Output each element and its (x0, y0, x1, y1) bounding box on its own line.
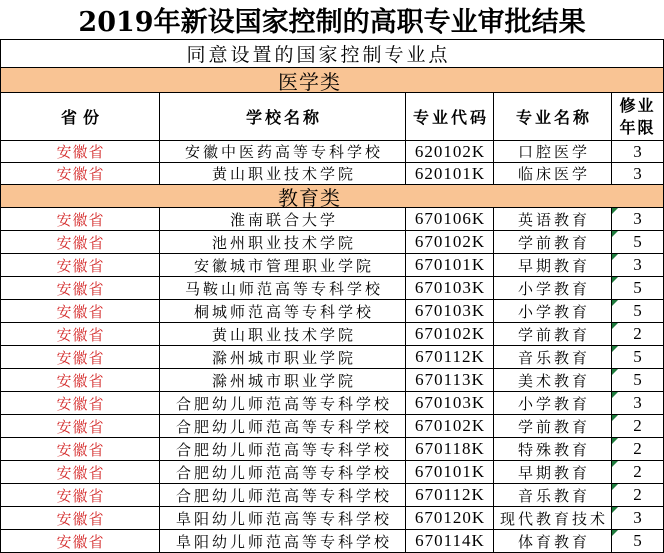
study-years-text: 2 (633, 324, 642, 343)
major-code-cell (406, 163, 494, 185)
major-name-cell (494, 461, 612, 484)
error-indicator-icon (612, 507, 618, 513)
school-name-text: 合肥幼儿师范高等专科学校 (175, 440, 392, 459)
table-row (0, 323, 664, 346)
school-name-cell (160, 346, 406, 369)
school-name-text: 滁州城市职业学院 (211, 348, 356, 367)
province-cell (1, 163, 160, 185)
major-name-text: 小学教育 (517, 394, 590, 413)
major-code-cell (406, 461, 494, 484)
section-label-text: 教育类 (278, 185, 341, 210)
table-row (0, 507, 664, 530)
column-header-school (160, 93, 406, 141)
major-code-text: 670118K (415, 439, 485, 458)
study-years-cell (612, 141, 664, 163)
column-header-text: 学校名称 (245, 108, 322, 127)
major-code-text: 670103K (414, 393, 486, 412)
major-name-text: 口腔医学 (517, 143, 590, 161)
province-text: 安徽省 (56, 440, 105, 459)
major-name-text: 音乐教育 (517, 486, 590, 505)
major-name-cell (494, 346, 612, 369)
major-name-cell (494, 300, 612, 323)
major-code-text: 670113K (415, 370, 485, 389)
province-text: 安徽省 (56, 532, 105, 551)
study-years-text: 3 (633, 393, 642, 412)
school-name-cell (160, 369, 406, 392)
table-row (0, 484, 664, 507)
study-years-cell (612, 300, 664, 323)
major-code-cell (406, 277, 494, 300)
table-row (0, 392, 664, 415)
major-code-text: 620101K (414, 163, 486, 183)
study-years-text: 5 (633, 531, 642, 550)
province-text: 安徽省 (56, 256, 105, 275)
school-name-cell (160, 530, 406, 553)
school-name-text: 滁州城市职业学院 (211, 371, 356, 390)
study-years-cell (612, 507, 664, 530)
school-name-text: 阜阳幼儿师范高等专科学校 (175, 509, 392, 528)
major-code-text: 670112K (415, 347, 485, 366)
school-name-text: 合肥幼儿师范高等专科学校 (175, 394, 392, 413)
major-name-text: 小学教育 (517, 302, 590, 321)
major-code-cell (406, 392, 494, 415)
school-name-text: 池州职业技术学院 (211, 233, 356, 252)
error-indicator-icon (612, 438, 618, 444)
column-header-code (406, 93, 494, 141)
study-years-text: 5 (633, 232, 642, 251)
major-name-cell (494, 530, 612, 553)
error-indicator-icon (612, 530, 618, 536)
section-label-education (1, 185, 664, 208)
section-education-rows (0, 208, 664, 553)
major-name-text: 学前教育 (517, 417, 590, 436)
major-code-text: 670120K (414, 508, 486, 527)
major-name-cell (494, 277, 612, 300)
major-name-text: 学前教育 (517, 325, 590, 344)
error-indicator-icon (612, 254, 618, 260)
column-header-text: 修业年限 (619, 95, 656, 137)
province-cell (1, 369, 160, 392)
section-row-education (0, 185, 664, 208)
major-code-cell (406, 484, 494, 507)
major-code-cell (406, 231, 494, 254)
school-name-text: 淮南联合大学 (229, 210, 338, 229)
province-text: 安徽省 (56, 417, 105, 436)
province-cell (1, 438, 160, 461)
study-years-cell (612, 415, 664, 438)
study-years-text: 5 (633, 370, 642, 389)
major-name-cell (494, 254, 612, 277)
province-text: 安徽省 (56, 463, 105, 482)
table-row (0, 300, 664, 323)
school-name-cell (160, 438, 406, 461)
error-indicator-icon (612, 323, 618, 329)
major-code-cell (406, 507, 494, 530)
major-code-cell (406, 530, 494, 553)
major-name-text: 美术教育 (517, 371, 590, 390)
province-text: 安徽省 (56, 165, 105, 183)
table-row (0, 141, 664, 163)
major-name-cell (494, 231, 612, 254)
study-years-cell (612, 346, 664, 369)
error-indicator-icon (612, 300, 618, 306)
page-title-text: 2019年新设国家控制的高职专业审批结果 (78, 7, 586, 38)
major-name-cell (494, 141, 612, 163)
major-name-text: 现代教育技术 (499, 509, 608, 528)
school-name-cell (160, 484, 406, 507)
column-header-years (612, 93, 664, 141)
province-text: 安徽省 (56, 279, 105, 298)
major-name-text: 学前教育 (517, 233, 590, 252)
study-years-text: 3 (633, 508, 642, 527)
major-code-text: 670103K (414, 301, 486, 320)
province-cell (1, 461, 160, 484)
error-indicator-icon (612, 415, 618, 421)
column-header-text: 省份 (60, 108, 105, 127)
table-row (0, 415, 664, 438)
table-row (0, 277, 664, 300)
study-years-text: 2 (633, 416, 642, 435)
table-row (0, 369, 664, 392)
subtitle (1, 40, 664, 68)
major-name-text: 体育教育 (517, 532, 590, 551)
school-name-text: 合肥幼儿师范高等专科学校 (175, 486, 392, 505)
major-code-text: 670112K (415, 485, 485, 504)
major-code-text: 670101K (414, 255, 486, 274)
study-years-text: 3 (633, 209, 642, 228)
study-years-cell (612, 163, 664, 185)
major-name-text: 早期教育 (517, 463, 590, 482)
school-name-cell (160, 323, 406, 346)
province-cell (1, 300, 160, 323)
section-medical-rows (0, 141, 664, 185)
error-indicator-icon (612, 208, 618, 214)
error-indicator-icon (612, 461, 618, 467)
school-name-text: 马鞍山师范高等专科学校 (184, 279, 383, 298)
province-cell (1, 231, 160, 254)
school-name-text: 黄山职业技术学院 (211, 325, 356, 344)
major-name-cell (494, 163, 612, 185)
province-cell (1, 346, 160, 369)
study-years-text: 5 (633, 301, 642, 320)
province-cell (1, 392, 160, 415)
table-row (0, 461, 664, 484)
major-code-cell (406, 369, 494, 392)
study-years-cell (612, 392, 664, 415)
school-name-text: 安徽城市管理职业学院 (193, 256, 374, 275)
province-text: 安徽省 (56, 394, 105, 413)
major-code-text: 670114K (415, 531, 485, 550)
school-name-cell (160, 392, 406, 415)
study-years-text: 3 (633, 141, 642, 161)
school-name-cell (160, 415, 406, 438)
major-code-text: 670102K (414, 232, 486, 251)
study-years-text: 3 (633, 163, 642, 183)
school-name-cell (160, 208, 406, 231)
school-name-cell (160, 507, 406, 530)
column-header-province (1, 93, 160, 141)
section-label-text: 医学类 (278, 69, 341, 94)
study-years-cell (612, 254, 664, 277)
province-text: 安徽省 (56, 302, 105, 321)
province-cell (1, 507, 160, 530)
major-code-text: 670102K (414, 324, 486, 343)
study-years-text: 5 (633, 278, 642, 297)
error-indicator-icon (612, 231, 618, 237)
major-code-cell (406, 208, 494, 231)
major-name-cell (494, 323, 612, 346)
section-row-medical (0, 68, 664, 93)
table-row (0, 438, 664, 461)
study-years-cell (612, 277, 664, 300)
school-name-text: 安徽中医药高等专科学校 (184, 143, 383, 161)
major-name-text: 临床医学 (517, 165, 590, 183)
province-text: 安徽省 (56, 509, 105, 528)
major-name-text: 特殊教育 (517, 440, 590, 459)
study-years-cell (612, 530, 664, 553)
table-row (0, 208, 664, 231)
province-cell (1, 484, 160, 507)
subtitle-row (0, 40, 664, 68)
study-years-text: 2 (633, 439, 642, 458)
section-label-medical (1, 68, 664, 93)
study-years-text: 2 (633, 485, 642, 504)
subtitle-text: 同意设置的国家控制专业点 (186, 44, 451, 66)
major-code-text: 620102K (414, 141, 486, 161)
province-text: 安徽省 (56, 486, 105, 505)
study-years-cell (612, 323, 664, 346)
province-text: 安徽省 (56, 143, 105, 161)
major-code-cell (406, 300, 494, 323)
major-name-text: 音乐教育 (517, 348, 590, 367)
school-name-cell (160, 254, 406, 277)
study-years-cell (612, 461, 664, 484)
province-cell (1, 208, 160, 231)
major-name-text: 英语教育 (517, 210, 590, 229)
major-code-cell (406, 254, 494, 277)
province-cell (1, 141, 160, 163)
school-name-text: 桐城师范高等专科学校 (193, 302, 374, 321)
province-cell (1, 323, 160, 346)
major-code-text: 670102K (414, 416, 486, 435)
major-name-text: 小学教育 (517, 279, 590, 298)
major-name-cell (494, 415, 612, 438)
study-years-cell (612, 231, 664, 254)
major-name-cell (494, 507, 612, 530)
study-years-text: 5 (633, 347, 642, 366)
study-years-cell (612, 484, 664, 507)
major-name-cell (494, 438, 612, 461)
page-title (0, 0, 664, 39)
school-name-cell (160, 461, 406, 484)
error-indicator-icon (612, 392, 618, 398)
province-cell (1, 415, 160, 438)
major-code-text: 670101K (414, 462, 486, 481)
major-name-cell (494, 369, 612, 392)
province-text: 安徽省 (56, 210, 105, 229)
study-years-text: 3 (633, 255, 642, 274)
error-indicator-icon (612, 369, 618, 375)
province-text: 安徽省 (56, 348, 105, 367)
school-name-text: 黄山职业技术学院 (211, 165, 356, 183)
major-code-text: 670106K (414, 209, 486, 228)
error-indicator-icon (612, 346, 618, 352)
major-code-cell (406, 323, 494, 346)
school-name-text: 合肥幼儿师范高等专科学校 (175, 417, 392, 436)
table-row (0, 231, 664, 254)
province-cell (1, 254, 160, 277)
column-header-major (494, 93, 612, 141)
table-row (0, 346, 664, 369)
school-name-cell (160, 277, 406, 300)
school-name-text: 阜阳幼儿师范高等专科学校 (175, 532, 392, 551)
title-row (0, 0, 664, 40)
school-name-cell (160, 231, 406, 254)
study-years-text: 2 (633, 462, 642, 481)
major-name-cell (494, 392, 612, 415)
major-code-cell (406, 346, 494, 369)
error-indicator-icon (612, 484, 618, 490)
major-code-cell (406, 438, 494, 461)
major-name-text: 早期教育 (517, 256, 590, 275)
province-text: 安徽省 (56, 233, 105, 252)
school-name-text: 合肥幼儿师范高等专科学校 (175, 463, 392, 482)
province-cell (1, 277, 160, 300)
major-code-cell (406, 415, 494, 438)
error-indicator-icon (612, 277, 618, 283)
province-cell (1, 530, 160, 553)
major-code-text: 670103K (414, 278, 486, 297)
column-header-row (0, 93, 664, 141)
major-code-cell (406, 141, 494, 163)
column-header-text: 专业代码 (412, 108, 489, 127)
province-text: 安徽省 (56, 371, 105, 390)
major-name-cell (494, 208, 612, 231)
province-text: 安徽省 (56, 325, 105, 344)
major-name-cell (494, 484, 612, 507)
school-name-cell (160, 300, 406, 323)
school-name-cell (160, 141, 406, 163)
table-row (0, 254, 664, 277)
study-years-cell (612, 438, 664, 461)
study-years-cell (612, 369, 664, 392)
column-header-text: 专业名称 (515, 108, 592, 127)
study-years-cell (612, 208, 664, 231)
table-row (0, 530, 664, 553)
